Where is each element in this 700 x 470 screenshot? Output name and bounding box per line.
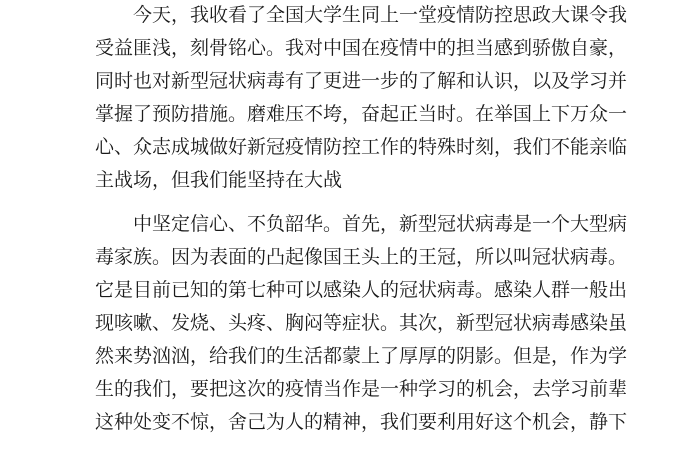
paragraph-1-line-5: 心、众志成城做好新冠疫情防控工作的特殊时刻，我们不能亲临 bbox=[95, 136, 628, 158]
paragraph-1-line-1: 今天，我收看了全国大学生同上一堂疫情防控思政大课令我 bbox=[95, 4, 628, 26]
paragraph-2-line-3: 它是目前已知的第七种可以感染人的冠状病毒。感染人群一般出 bbox=[95, 279, 628, 301]
paragraph-2-line-4: 现咳嗽、发烧、头疼、胸闷等症状。其次，新型冠状病毒感染虽 bbox=[95, 312, 628, 334]
paragraph-1-line-2: 受益匪浅，刻骨铭心。我对中国在疫情中的担当感到骄傲自豪， bbox=[95, 37, 628, 59]
paragraph-1-line-6: 主战场，但我们能坚持在大战 bbox=[95, 169, 343, 191]
paragraph-1-line-3: 同时也对新型冠状病毒有了更进一步的了解和认识，以及学习并 bbox=[95, 70, 628, 92]
paragraph-2-line-1: 中坚定信心、不负韶华。首先，新型冠状病毒是一个大型病 bbox=[95, 213, 628, 235]
paragraph-2-line-5: 然来势汹汹，给我们的生活都蒙上了厚厚的阴影。但是，作为学 bbox=[95, 345, 628, 367]
paragraph-1-line-4: 掌握了预防措施。磨难压不垮，奋起正当时。在举国上下万众一 bbox=[95, 103, 628, 125]
paragraph-2-line-6: 生的我们，要把这次的疫情当作是一种学习的机会，去学习前辈 bbox=[95, 378, 628, 400]
paragraph-2-line-2: 毒家族。因为表面的凸起像国王头上的王冠，所以叫冠状病毒。 bbox=[95, 246, 628, 268]
paragraph-2-line-7: 这种处变不惊，舍己为人的精神，我们要利用好这个机会，静下 bbox=[95, 411, 628, 433]
